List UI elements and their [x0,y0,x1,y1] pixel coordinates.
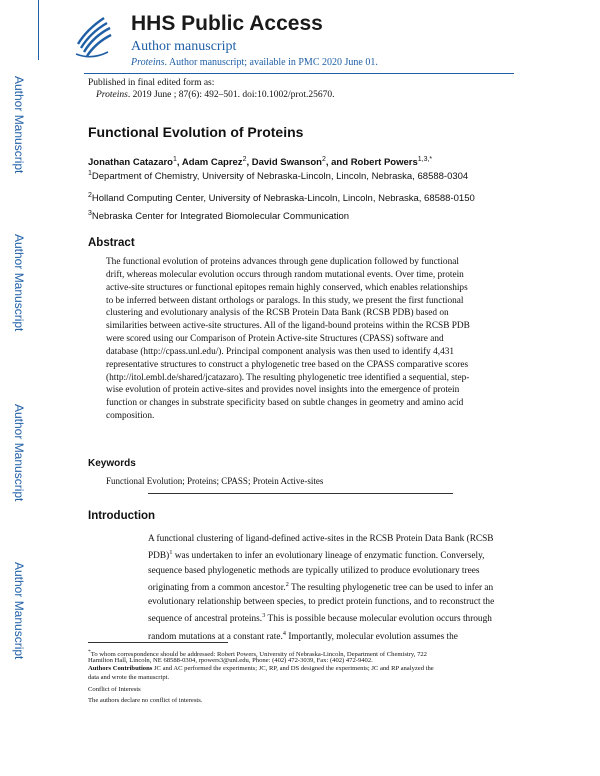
footnote-mark: * [88,649,91,655]
intro-text: A functional clustering of ligand-defined active-sites in the RCSB Protein Data Bank (RCSB [148,534,494,544]
footnote-coi-text: The authors declare no conflict of interests. [88,697,203,704]
abstract-line: representative structures to construct a phylogenetic tree based on the CPASS comparative scores [106,359,469,370]
abstract-heading: Abstract [88,237,135,249]
keywords-divider [148,493,453,494]
affiliation-text: Holland Computing Center, University of Nebraska-Lincoln, Lincoln, Nebraska, 68588-0150 [91,193,475,205]
reference-mark[interactable]: 2 [285,580,289,588]
abstract-line: database (http://cpass.unl.edu/). Principal component analysis was then used to identify 4,431 [106,346,455,357]
reference-mark[interactable]: 3 [262,612,266,620]
intro-text: evolutionary relationship between species, to predict protein functions, and to reconstruct the [148,597,495,607]
author-separator: , [246,157,252,169]
abstract-line: The functional evolution of proteins advances through gene duplication followed by functional [106,257,459,267]
author-name: Adam Caprez [181,157,243,169]
intro-line [148,546,523,563]
affiliation-mark: 1 [88,170,92,177]
intro-text: sequence of ancestral proteins. [148,614,263,625]
header-title: HHS Public Access [131,12,323,35]
abstract-line: function or changes in substrate specificity based on subtle changes in geometry and amino acid [106,398,464,409]
intro-text: sequence based phylogenetic methods are typically utilized to produce evolutionary trees [148,565,480,576]
intro-line [148,595,523,609]
affiliation [88,170,468,182]
side-label: Author Manuscript [12,76,26,174]
footnote-text: To whom correspondence should be addressed: Robert Powers, University of Nebraska-Lincoln, Department of Chemistry, 722 [90,651,427,659]
side-label: Author Manuscript [12,404,26,502]
intro-text: originating from a common ancestor. [148,582,286,593]
abstract-line: to be inferred between distant orthologs or paralogs. In this study, we present the first functional [106,295,464,306]
abstract-line: composition. [106,411,155,422]
intro-line [148,609,523,626]
affiliation-text: Department of Chemistry, University of Nebraska-Lincoln, Lincoln, Nebraska, 68588-0304 [91,171,469,183]
keywords-heading: Keywords [88,458,136,469]
citation [96,90,334,100]
author-list [88,156,432,168]
side-divider [38,0,39,60]
author-name: Jonathan Catazaro [88,157,173,169]
introduction-body [148,532,523,644]
reference-mark[interactable]: 1 [169,549,173,557]
author-separator: , [176,157,182,169]
author-affiliation-mark: 1 [173,156,177,163]
intro-text: random mutations at a constant rate. [148,631,283,642]
intro-text: This is possible because molecular evolution occurs through [265,614,492,625]
intro-text: Importantly, molecular evolution assumes the [286,631,458,642]
side-watermark [0,0,38,776]
intro-line [148,578,523,595]
paper-title: Functional Evolution of Proteins [88,124,304,140]
side-label: Author Manuscript [12,562,26,660]
header-journal[interactable]: Proteins [131,57,165,68]
affiliation-mark: 2 [88,192,92,199]
citation-journal: Proteins [96,90,128,100]
published-in-label: Published in final edited form as: [88,78,215,88]
intro-text: The resulting phylogenetic tree can be used to infer an [288,582,494,593]
header-availability [131,57,378,68]
citation-details: . 2019 June ; 87(6): 492–501. doi:10.1002/prot.25670. [127,90,335,100]
affiliation-text: Nebraska Center for Integrated Biomolecular Communication [91,211,350,223]
header-availability-text: . Author manuscript; available in PMC 2020 June 01. [164,57,378,68]
author-affiliation-mark: 2 [321,156,326,163]
affiliation [88,210,349,222]
abstract-line: similarities between active-site structures. All of the ligand-bound proteins within the RCSB PDB [106,321,470,332]
footnote-text: JC and AC performed the experiments; JC, RP, and DS designed the experiments; JC and RP analyzed the [152,665,434,672]
introduction-heading: Introduction [88,510,156,522]
header-subtitle: Author manuscript [131,39,237,54]
intro-text: was undertaken to infer an evolutionary lineage of enzymatic function. Conversely, [172,551,485,562]
intro-line [148,532,523,546]
footnote-divider [88,642,228,643]
header-divider [84,73,514,74]
author-name: Robert Powers [350,157,418,169]
reference-mark[interactable]: 4 [282,629,287,637]
abstract-line: active-site structures or functional epitopes remain highly conserved, which enables relationships [106,282,468,293]
author-affiliation-mark: 2 [242,156,247,163]
abstract-line: (http://itol.embl.de/shared/jcatazaro). The resulting phylogenetic tree identified a sequential, step- [106,372,470,383]
intro-text: PDB) [148,551,170,562]
footnote-contributions [88,665,434,673]
intro-line [148,564,523,578]
abstract-line: wise evolution of protein active-sites and provides novel insights into the emergence of protein [106,385,460,396]
author-name: David Swanson [251,157,322,169]
abstract-line: clustering and evolutionary analysis of the RCSB Protein Data Bank (RCSB PDB) based on [106,308,449,319]
affiliation [88,192,475,204]
keywords-list: Functional Evolution; Proteins; CPASS; Protein Active-sites [106,476,324,486]
footnote-label: Authors Contributions [88,665,153,672]
author-separator: , and [325,157,351,169]
hhs-eagle-logo-icon [74,14,114,60]
abstract-line: were scored using our Comparison of Protein Active-site Structures (CPASS) software and [106,334,444,345]
footnote-coi-label: Conflict of Interests [88,686,141,693]
footnote-contributions-cont: data and wrote the manuscript. [88,674,170,681]
affiliation-mark: 3 [88,210,92,217]
footnote-correspondence-cont: Hamilton Hall, Lincoln, NE 68588-0304, rpowers3@unl.edu, Phone: (402) 472-3039, Fax: (402) 472-9402. [88,657,373,664]
side-label: Author Manuscript [12,234,26,332]
author-affiliation-mark: 1,3,* [417,156,433,163]
abstract-line: drift, whereas molecular evolution occurs through random mutational events. Over time, protein [106,269,464,280]
abstract-body [106,256,522,423]
